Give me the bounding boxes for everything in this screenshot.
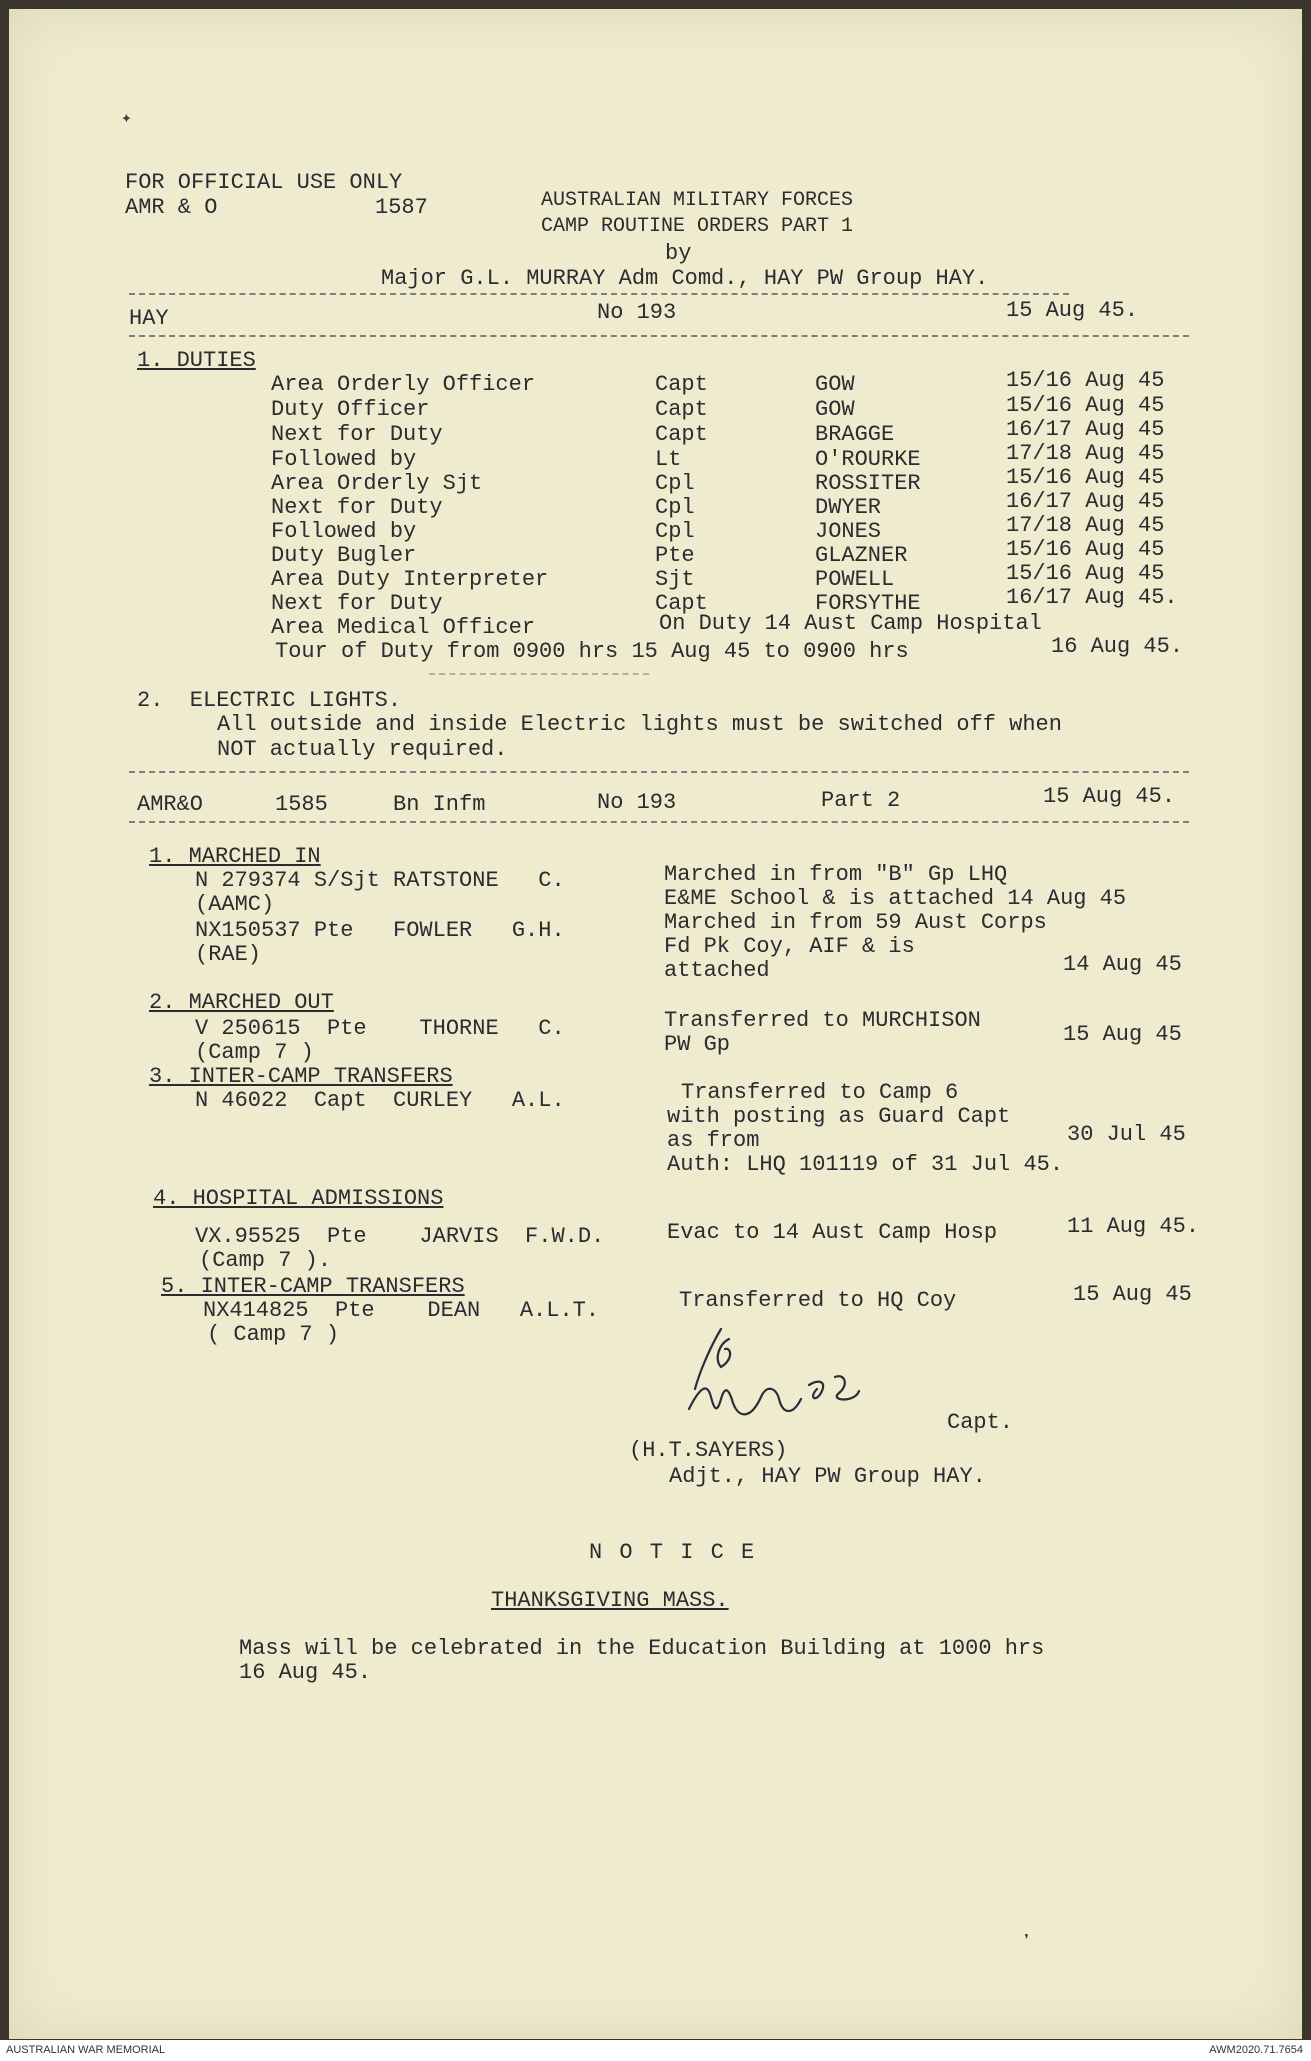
duty-name: JONES	[815, 519, 882, 544]
duty-role: Area Orderly Officer	[271, 372, 536, 397]
marched-out-date: 15 Aug 45	[1063, 1022, 1182, 1047]
inter-camp-2-unit: ( Camp 7 )	[207, 1322, 340, 1347]
duty-dates: 16/17 Aug 45	[1006, 417, 1165, 442]
duty-name: DWYER	[815, 495, 882, 520]
duty-role: Followed by	[271, 519, 417, 544]
order-date: 15 Aug 45.	[1006, 298, 1139, 323]
inter-camp-auth: Auth: LHQ 101119 of 31 Jul 45.	[667, 1152, 1064, 1177]
duty-role: Next for Duty	[271, 422, 443, 447]
duty-dates: 15/16 Aug 45	[1006, 561, 1165, 586]
tour-of-duty-date: 16 Aug 45.	[1051, 634, 1184, 659]
part2-number: No 193	[597, 790, 677, 815]
marched-in-person: NX150537 Pte FOWLER G.H.	[195, 918, 565, 943]
marched-out-person: V 250615 Pte THORNE C.	[195, 1016, 565, 1041]
duty-name: GOW	[815, 397, 855, 422]
notice-heading: N O T I C E	[589, 1540, 757, 1565]
marched-in-unit: (RAE)	[195, 942, 262, 967]
divider	[129, 293, 1069, 295]
marched-in-person: N 279374 S/Sjt RATSTONE C.	[195, 868, 565, 893]
footer-institution: AUSTRALIAN WAR MEMORIAL	[6, 2044, 166, 2056]
notice-text: 16 Aug 45.	[239, 1660, 372, 1685]
hospital-date: 11 Aug 45.	[1067, 1214, 1200, 1239]
inter-camp-title: 3. INTER-CAMP TRANSFERS	[149, 1064, 453, 1089]
inter-camp-2-person: NX414825 Pte DEAN A.L.T.	[203, 1298, 600, 1323]
duty-rank: Cpl	[655, 471, 695, 496]
duty-dates: 16/17 Aug 45.	[1006, 585, 1178, 610]
duty-rank: Capt	[655, 422, 708, 447]
inter-camp-text: as from	[667, 1128, 760, 1153]
duty-name: GLAZNER	[815, 543, 908, 568]
duty-dates: 15/16 Aug 45	[1006, 393, 1165, 418]
duty-name: O'ROURKE	[815, 447, 921, 472]
marched-out-title: 2. MARCHED OUT	[149, 990, 334, 1015]
duty-dates: 15/16 Aug 45	[1006, 537, 1165, 562]
notice-text: Mass will be celebrated in the Education Building at 1000 hrs	[239, 1636, 1045, 1661]
divider	[129, 821, 1189, 823]
marched-in-date: 14 Aug 45	[1063, 952, 1182, 977]
amr-number: 1587	[375, 195, 428, 220]
official-use-label: FOR OFFICIAL USE ONLY	[125, 170, 403, 195]
duty-role: Area Orderly Sjt	[271, 471, 483, 496]
document-page	[9, 9, 1302, 2039]
duty-dates: 17/18 Aug 45	[1006, 513, 1165, 538]
footer-accession: AWM2020.71.7654	[1209, 2044, 1303, 2056]
duty-rank: Pte	[655, 543, 695, 568]
marched-in-title: 1. MARCHED IN	[149, 844, 321, 869]
marched-in-unit: (AAMC)	[195, 892, 275, 917]
notice-subheading: THANKSGIVING MASS.	[491, 1588, 729, 1613]
issuer-line: Major G.L. MURRAY Adm Comd., HAY PW Group HAY.	[381, 266, 989, 291]
duty-name: FORSYTHE	[815, 591, 921, 616]
stray-mark: ❜	[1021, 1933, 1032, 1953]
duty-dates: 17/18 Aug 45	[1006, 441, 1165, 466]
hospital-text: Evac to 14 Aust Camp Hosp	[667, 1220, 998, 1245]
part2-bn-infm: Bn Infm	[393, 792, 486, 817]
duty-role: Duty Bugler	[271, 543, 417, 568]
inter-camp-date: 30 Jul 45	[1067, 1122, 1186, 1147]
inter-camp-2-text: Transferred to HQ Coy	[679, 1288, 957, 1313]
stray-mark: ✦	[121, 109, 132, 129]
signature-title: Adjt., HAY PW Group HAY.	[669, 1464, 986, 1489]
duty-role: Duty Officer	[271, 397, 430, 422]
duty-dates: 15/16 Aug 45	[1006, 465, 1165, 490]
duty-name: ROSSITER	[815, 471, 921, 496]
marched-in-text: attached	[664, 958, 770, 983]
signature-name: (H.T.SAYERS)	[629, 1438, 788, 1463]
marched-out-text: PW Gp	[664, 1032, 731, 1057]
archive-footer	[0, 2040, 1311, 2061]
medical-officer-duty: On Duty 14 Aust Camp Hospital	[659, 611, 1042, 636]
part2-amr-number: 1585	[275, 792, 328, 817]
inter-camp-2-date: 15 Aug 45	[1073, 1282, 1192, 1307]
inter-camp-text: Transferred to Camp 6	[681, 1080, 959, 1105]
inter-camp-person: N 46022 Capt CURLEY A.L.	[195, 1088, 565, 1113]
duty-dates: 16/17 Aug 45	[1006, 489, 1165, 514]
marched-out-unit: (Camp 7 )	[195, 1040, 314, 1065]
marched-in-text: Fd Pk Coy, AIF & is	[664, 934, 915, 959]
tour-of-duty: Tour of Duty from 0900 hrs 15 Aug 45 to 0900 hrs	[275, 639, 909, 664]
duty-dates: 15/16 Aug 45	[1006, 368, 1165, 393]
duty-role: Area Duty Interpreter	[271, 567, 549, 592]
duty-role: Followed by	[271, 447, 417, 472]
duty-rank: Lt	[655, 447, 682, 472]
part2-amr: AMR&O	[137, 792, 204, 817]
handwritten-signature	[659, 1319, 949, 1439]
place-label: HAY	[129, 306, 169, 331]
divider	[129, 335, 1189, 337]
duty-role: Next for Duty	[271, 495, 443, 520]
electric-lights-text: NOT actually required.	[217, 737, 508, 762]
forces-title: AUSTRALIAN MILITARY FORCES	[541, 189, 854, 212]
divider	[129, 771, 1189, 773]
hospital-person: VX.95525 Pte JARVIS F.W.D.	[195, 1224, 605, 1249]
order-number: No 193	[597, 300, 677, 325]
duty-rank: Sjt	[655, 567, 695, 592]
duty-name: POWELL	[815, 567, 895, 592]
marched-in-text: E&ME School & is attached 14 Aug 45	[664, 886, 1127, 911]
part2-label: Part 2	[821, 788, 901, 813]
duty-rank: Capt	[655, 591, 708, 616]
orders-title: CAMP ROUTINE ORDERS PART 1	[541, 215, 854, 238]
duty-name: GOW	[815, 372, 855, 397]
duty-rank: Capt	[655, 397, 708, 422]
amr-label: AMR & O	[125, 195, 218, 220]
marched-out-text: Transferred to MURCHISON	[664, 1008, 981, 1033]
duties-title: 1. DUTIES	[137, 348, 256, 373]
duty-name: BRAGGE	[815, 422, 895, 447]
duty-rank: Cpl	[655, 519, 695, 544]
signature-rank: Capt.	[947, 1410, 1014, 1435]
hospital-admissions-title: 4. HOSPITAL ADMISSIONS	[153, 1186, 444, 1211]
marched-in-text: Marched in from "B" Gp LHQ	[664, 862, 1008, 887]
divider	[429, 673, 649, 675]
electric-lights-title: 2. ELECTRIC LIGHTS.	[137, 688, 402, 713]
part2-date: 15 Aug 45.	[1043, 784, 1176, 809]
inter-camp-2-title: 5. INTER-CAMP TRANSFERS	[161, 1274, 465, 1299]
medical-officer-role: Area Medical Officer	[271, 615, 536, 640]
duty-role: Next for Duty	[271, 591, 443, 616]
marched-in-text: Marched in from 59 Aust Corps	[664, 910, 1047, 935]
by-label: by	[665, 241, 692, 266]
electric-lights-text: All outside and inside Electric lights must be switched off when	[217, 712, 1062, 737]
inter-camp-text: with posting as Guard Capt	[667, 1104, 1011, 1129]
duty-rank: Capt	[655, 372, 708, 397]
hospital-unit: (Camp 7 ).	[199, 1248, 332, 1273]
duty-rank: Cpl	[655, 495, 695, 520]
